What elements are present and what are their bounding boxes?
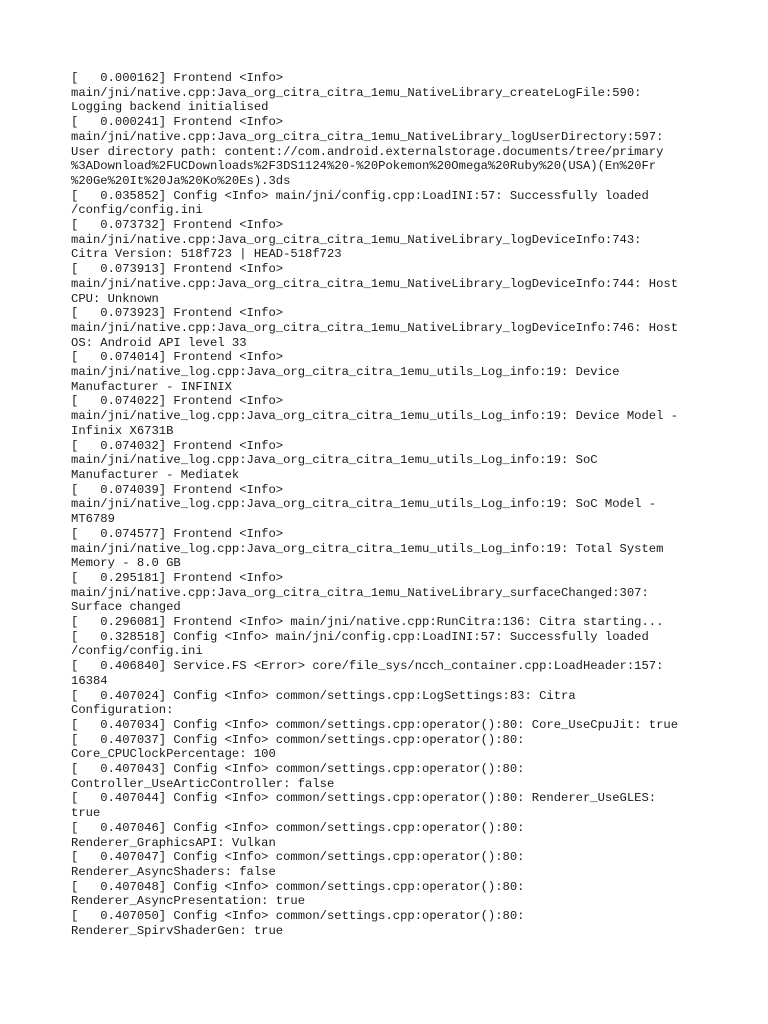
log-line: [ 0.074577] Frontend <Info> <box>71 526 284 541</box>
log-line: [ 0.407024] Config <Info> common/settings.cpp:LogSettings:83: Citra <box>71 688 576 703</box>
log-line: [ 0.407044] Config <Info> common/settings.cpp:operator():80: Renderer_UseGLES: <box>71 791 657 806</box>
log-document <box>71 71 711 938</box>
log-line: Logging backend initialised <box>71 100 269 115</box>
log-line: MT6789 <box>71 512 115 527</box>
log-line: CPU: Unknown <box>71 291 159 306</box>
log-line: main/jni/native.cpp:Java_org_citra_citra_1emu_NativeLibrary_logDeviceInfo:743: <box>71 232 642 247</box>
log-line: /config/config.ini <box>71 203 203 218</box>
log-line: Memory - 8.0 GB <box>71 556 181 571</box>
log-line: [ 0.407034] Config <Info> common/settings.cpp:operator():80: Core_UseCpuJit: true <box>71 717 679 732</box>
log-line: %20Ge%20It%20Ja%20Ko%20Es).3ds <box>71 173 291 188</box>
log-line: main/jni/native.cpp:Java_org_citra_citra_1emu_NativeLibrary_surfaceChanged:307: <box>71 585 649 600</box>
log-line: [ 0.407037] Config <Info> common/settings.cpp:operator():80: <box>71 732 525 747</box>
log-line: main/jni/native.cpp:Java_org_citra_citra_1emu_NativeLibrary_logUserDirectory:597: <box>71 129 664 144</box>
log-line: [ 0.407048] Config <Info> common/settings.cpp:operator():80: <box>71 879 525 894</box>
log-line: [ 0.000162] Frontend <Info> <box>71 71 284 85</box>
log-line: [ 0.073913] Frontend <Info> <box>71 262 284 277</box>
log-line: Renderer_AsyncPresentation: true <box>71 894 306 909</box>
log-line: Controller_UseArticController: false <box>71 776 335 791</box>
log-line: [ 0.074039] Frontend <Info> <box>71 482 284 497</box>
log-line: [ 0.407046] Config <Info> common/settings.cpp:operator():80: <box>71 820 525 835</box>
log-line: %3ADownload%2FUCDownloads%2F3DS1124%20-%20Pokemon%20Omega%20Ruby%20(USA)(En%20Fr <box>71 159 657 174</box>
log-line: [ 0.296081] Frontend <Info> main/jni/native.cpp:RunCitra:136: Citra starting... <box>71 615 664 630</box>
log-line: Configuration: <box>71 703 174 718</box>
log-line: 16384 <box>71 673 108 688</box>
log-line: Core_CPUClockPercentage: 100 <box>71 747 276 762</box>
log-line: main/jni/native.cpp:Java_org_citra_citra_1emu_NativeLibrary_logDeviceInfo:746: Host <box>71 320 679 335</box>
log-line: main/jni/native_log.cpp:Java_org_citra_citra_1emu_utils_Log_info:19: SoC Model - <box>71 497 657 512</box>
log-line: [ 0.407050] Config <Info> common/settings.cpp:operator():80: <box>71 909 525 924</box>
log-line: Citra Version: 518f723 | HEAD-518f723 <box>71 247 342 262</box>
log-line: main/jni/native.cpp:Java_org_citra_citra_1emu_NativeLibrary_createLogFile:590: <box>71 85 642 100</box>
log-line: User directory path: content://com.android.externalstorage.documents/tree/primary <box>71 144 664 159</box>
log-line: Renderer_AsyncShaders: false <box>71 864 276 879</box>
log-line: true <box>71 806 101 821</box>
log-line: main/jni/native_log.cpp:Java_org_citra_citra_1emu_utils_Log_info:19: Total System <box>71 541 664 556</box>
log-line: /config/config.ini <box>71 644 203 659</box>
log-line: Renderer_SpirvShaderGen: true <box>71 923 284 938</box>
log-line: [ 0.406840] Service.FS <Error> core/file_sys/ncch_container.cpp:LoadHeader:157: <box>71 659 664 674</box>
log-line: main/jni/native_log.cpp:Java_org_citra_citra_1emu_utils_Log_info:19: Device Model - <box>71 409 679 424</box>
log-line: main/jni/native_log.cpp:Java_org_citra_citra_1emu_utils_Log_info:19: SoC <box>71 453 598 468</box>
log-line: Surface changed <box>71 600 181 615</box>
log-line: [ 0.074032] Frontend <Info> <box>71 438 284 453</box>
log-line: [ 0.000241] Frontend <Info> <box>71 115 284 130</box>
log-line: main/jni/native_log.cpp:Java_org_citra_citra_1emu_utils_Log_info:19: Device <box>71 365 620 380</box>
log-line: [ 0.035852] Config <Info> main/jni/config.cpp:LoadINI:57: Successfully loaded <box>71 188 649 203</box>
log-line: [ 0.407043] Config <Info> common/settings.cpp:operator():80: <box>71 762 525 777</box>
log-line: OS: Android API level 33 <box>71 335 247 350</box>
log-line: [ 0.074022] Frontend <Info> <box>71 394 284 409</box>
log-line: Manufacturer - Mediatek <box>71 467 240 482</box>
log-line: Infinix X6731B <box>71 423 174 438</box>
log-line: Manufacturer - INFINIX <box>71 379 232 394</box>
log-line: [ 0.295181] Frontend <Info> <box>71 570 284 585</box>
log-line: main/jni/native.cpp:Java_org_citra_citra_1emu_NativeLibrary_logDeviceInfo:744: Host <box>71 276 679 291</box>
log-line: [ 0.073923] Frontend <Info> <box>71 306 284 321</box>
log-line: [ 0.074014] Frontend <Info> <box>71 350 284 365</box>
log-line: [ 0.073732] Frontend <Info> <box>71 218 284 233</box>
log-line: [ 0.328518] Config <Info> main/jni/config.cpp:LoadINI:57: Successfully loaded <box>71 629 649 644</box>
log-line: [ 0.407047] Config <Info> common/settings.cpp:operator():80: <box>71 850 525 865</box>
log-line: Renderer_GraphicsAPI: Vulkan <box>71 835 276 850</box>
